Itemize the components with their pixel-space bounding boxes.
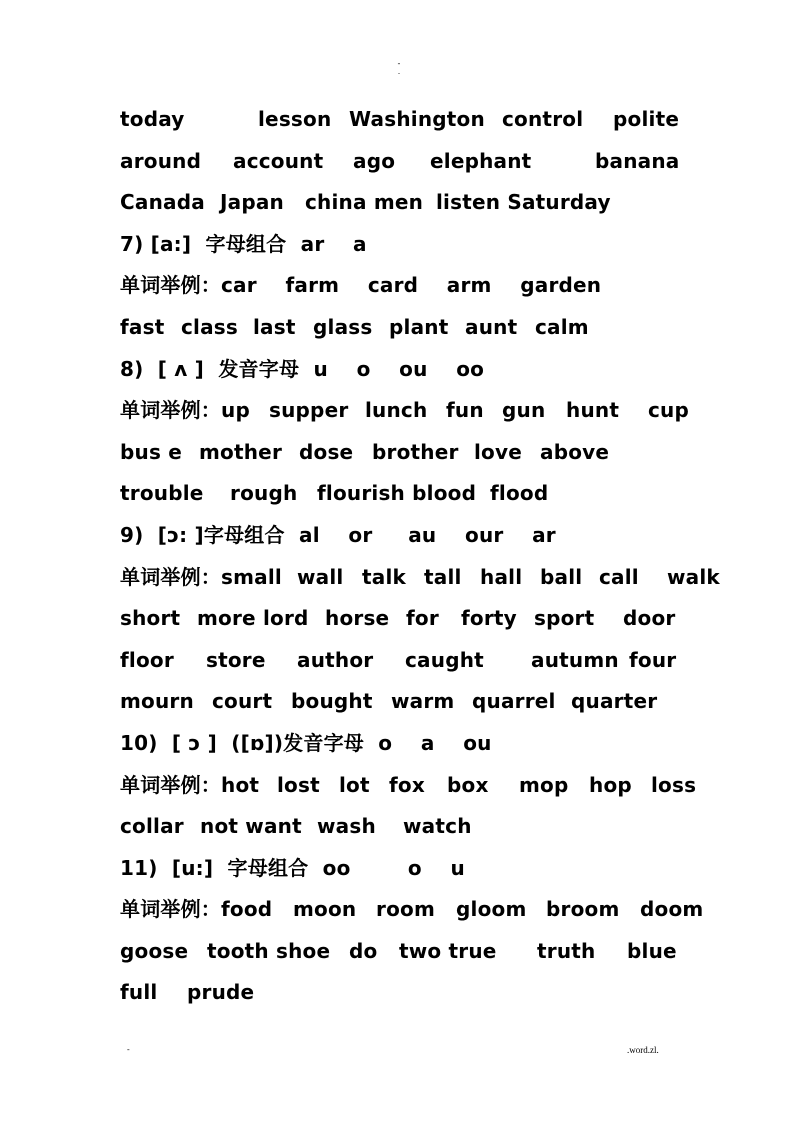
word: today bbox=[120, 107, 185, 131]
word: love bbox=[474, 439, 522, 464]
text-line bbox=[120, 432, 740, 474]
text-line bbox=[120, 141, 740, 183]
word: two true bbox=[399, 938, 497, 963]
word: lunch bbox=[365, 398, 428, 423]
word: rough bbox=[230, 481, 298, 506]
word: short bbox=[120, 606, 181, 631]
word: elephant bbox=[430, 148, 532, 173]
word: ball bbox=[540, 564, 583, 589]
word: trouble bbox=[120, 481, 204, 506]
word: 单词举例：up bbox=[120, 398, 250, 423]
word: 10) [ ɔ ] ([ɒ])发音字母 o a ou bbox=[120, 730, 492, 755]
text-line bbox=[120, 598, 740, 640]
text-line bbox=[120, 972, 740, 1014]
text-line bbox=[120, 99, 740, 141]
word: prude bbox=[187, 980, 255, 1005]
word: floor bbox=[120, 647, 174, 672]
word: glass bbox=[313, 314, 373, 339]
word: 单词举例：hot bbox=[120, 772, 260, 797]
word: gun bbox=[502, 398, 546, 423]
word: china men bbox=[305, 190, 424, 215]
word: tall bbox=[424, 564, 462, 589]
text-line bbox=[120, 473, 740, 515]
text-line bbox=[120, 723, 740, 765]
word: sport bbox=[534, 606, 595, 631]
word: more lord bbox=[197, 606, 309, 631]
word: class bbox=[181, 314, 239, 339]
word: moon bbox=[293, 897, 357, 922]
word: not want bbox=[200, 814, 302, 839]
word: call bbox=[599, 564, 639, 589]
word: 7) [a:] 字母组合 ar a bbox=[120, 231, 367, 256]
footer-right-text: .word.zl. bbox=[627, 1045, 659, 1055]
word: Washington bbox=[349, 107, 485, 131]
page-content bbox=[120, 99, 740, 1014]
word: last bbox=[253, 314, 296, 339]
footer-left-mark: - bbox=[127, 1045, 130, 1054]
word: mother bbox=[199, 439, 283, 464]
word: 单词举例：car farm card arm garden bbox=[120, 273, 602, 298]
text-line bbox=[120, 765, 740, 807]
word: lost bbox=[277, 772, 320, 797]
word: blue bbox=[627, 938, 677, 963]
word: mourn bbox=[120, 689, 194, 714]
word: 8) [ ʌ ] 发音字母 u o ou oo bbox=[120, 356, 485, 381]
word: author bbox=[297, 647, 374, 672]
text-line bbox=[120, 640, 740, 682]
word: warm bbox=[391, 689, 455, 714]
word: lesson bbox=[258, 107, 332, 131]
word: listen Saturday bbox=[436, 190, 611, 215]
word: 11) [u:] 字母组合 oo o u bbox=[120, 855, 465, 880]
text-line bbox=[120, 889, 740, 931]
word: control bbox=[502, 107, 584, 131]
word: banana bbox=[595, 148, 680, 173]
word: collar bbox=[120, 814, 184, 839]
word: fast bbox=[120, 314, 165, 339]
text-line bbox=[120, 681, 740, 723]
word: broom bbox=[546, 897, 620, 922]
word: polite bbox=[613, 107, 680, 131]
text-line bbox=[120, 224, 740, 266]
word: ago bbox=[353, 148, 396, 173]
text-line bbox=[120, 931, 740, 973]
word: forty bbox=[461, 606, 517, 631]
word: loss bbox=[651, 772, 697, 797]
word: fun bbox=[446, 398, 484, 423]
word: autumn bbox=[531, 647, 619, 672]
word: 单词举例：food bbox=[120, 897, 273, 922]
word: full bbox=[120, 980, 158, 1005]
word: Japan bbox=[220, 190, 284, 215]
word: aunt bbox=[465, 314, 518, 339]
word: wash bbox=[317, 814, 376, 839]
text-line bbox=[120, 515, 740, 557]
word: talk bbox=[362, 564, 407, 589]
text-line bbox=[120, 349, 740, 391]
word: bought bbox=[291, 689, 373, 714]
word: hunt bbox=[566, 398, 620, 423]
word: goose bbox=[120, 938, 189, 963]
word: flood bbox=[490, 481, 549, 506]
word: plant bbox=[389, 314, 449, 339]
word: fox bbox=[389, 772, 425, 797]
word: lot bbox=[339, 772, 370, 797]
word: around bbox=[120, 148, 202, 173]
word: box bbox=[447, 772, 489, 797]
word: 单词举例：small bbox=[120, 564, 282, 589]
word: room bbox=[376, 897, 435, 922]
word: for bbox=[406, 606, 439, 631]
word: quarter bbox=[571, 689, 658, 714]
word: tooth shoe bbox=[207, 938, 331, 963]
word: door bbox=[623, 606, 676, 631]
word: truth bbox=[537, 938, 596, 963]
text-line bbox=[120, 182, 740, 224]
word: court bbox=[212, 689, 273, 714]
word: store bbox=[206, 647, 266, 672]
header-mark: - . bbox=[397, 59, 401, 76]
word: above bbox=[540, 439, 610, 464]
word: account bbox=[233, 148, 324, 173]
word: wall bbox=[297, 564, 344, 589]
word: brother bbox=[372, 439, 459, 464]
word: calm bbox=[535, 314, 589, 339]
word: horse bbox=[325, 606, 390, 631]
word: Canada bbox=[120, 190, 205, 215]
text-line bbox=[120, 806, 740, 848]
word: 9) [ɔ: ]字母组合 al or au our ar bbox=[120, 522, 556, 547]
word: dose bbox=[299, 439, 354, 464]
word: hall bbox=[480, 564, 523, 589]
text-line bbox=[120, 265, 740, 307]
word: quarrel bbox=[472, 689, 556, 714]
word: watch bbox=[403, 814, 472, 839]
text-line bbox=[120, 390, 740, 432]
word: hop bbox=[589, 772, 632, 797]
word: supper bbox=[269, 398, 349, 423]
word: caught bbox=[405, 647, 484, 672]
text-line bbox=[120, 307, 740, 349]
word: cup bbox=[648, 398, 690, 423]
word: walk bbox=[667, 564, 720, 589]
word: four bbox=[629, 647, 677, 672]
word: gloom bbox=[456, 897, 527, 922]
word: flourish blood bbox=[317, 481, 477, 506]
text-line bbox=[120, 848, 740, 890]
word: mop bbox=[519, 772, 569, 797]
word: bus e bbox=[120, 439, 182, 464]
word: doom bbox=[640, 897, 704, 922]
text-line bbox=[120, 557, 740, 599]
word: do bbox=[349, 938, 378, 963]
